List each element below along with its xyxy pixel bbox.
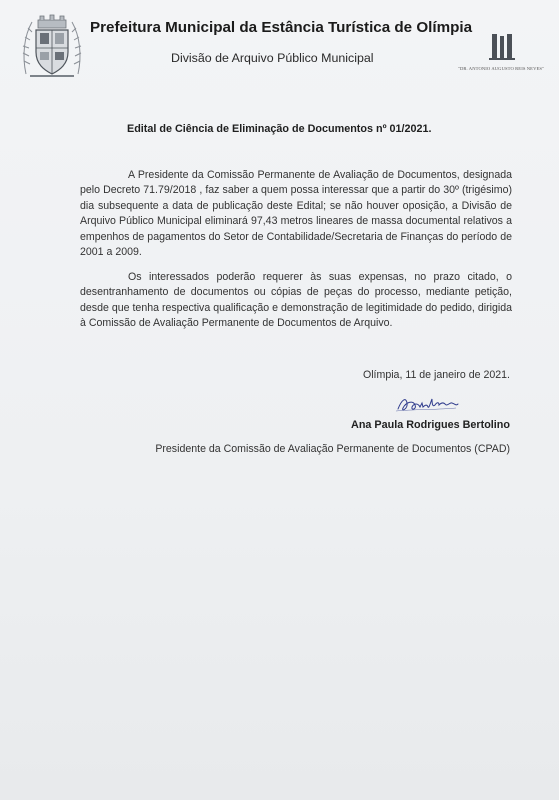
signer-name: Ana Paula Rodrigues Bertolino bbox=[351, 419, 510, 431]
signer-role: Presidente da Comissão de Avaliação Permanente de Documentos (CPAD) bbox=[155, 443, 510, 455]
handwritten-signature bbox=[394, 393, 484, 415]
body-paragraph-1: A Presidente da Comissão Permanente de Avaliação de Documentos, designada pelo Decreto 71.79/2018 , faz saber a quem possa interessar que a partir do 30º (trigésimo) dia subsequente a data de publicação deste Edital; se não houver oposição, a Divisão de Arquivo Público Municipal eliminará 97,43 metros lineares de massa documental relativos a empenhos de pagamentos do Setor de Contabilidade/Secretaria de Finanças do período de 2001 a 2009. bbox=[80, 169, 512, 259]
header-subtitle: Divisão de Arquivo Público Municipal bbox=[171, 51, 374, 65]
header-title: Prefeitura Municipal da Estância Turística de Olímpia bbox=[90, 19, 473, 36]
date-line: Olímpia, 11 de janeiro de 2021. bbox=[362, 369, 510, 381]
municipal-coat-of-arms-icon bbox=[20, 12, 84, 82]
archive-logo-caption: "DR. ANTONIO AUGUSTO REIS NEVES" bbox=[458, 66, 545, 71]
body-paragraph-2: Os interessados poderão requerer às suas expensas, no prazo citado, o desentranhamento de documentos ou cópias de peças do processo, mediante petição, desde que tenha respectiva qualificação e demonstração de legitimidade do pedido, dirigida à Comissão de Avaliação Permanente de Documentos de Arquivo. bbox=[80, 271, 512, 330]
document-title: Edital de Ciência de Eliminação de Documentos nº 01/2021. bbox=[127, 123, 432, 135]
